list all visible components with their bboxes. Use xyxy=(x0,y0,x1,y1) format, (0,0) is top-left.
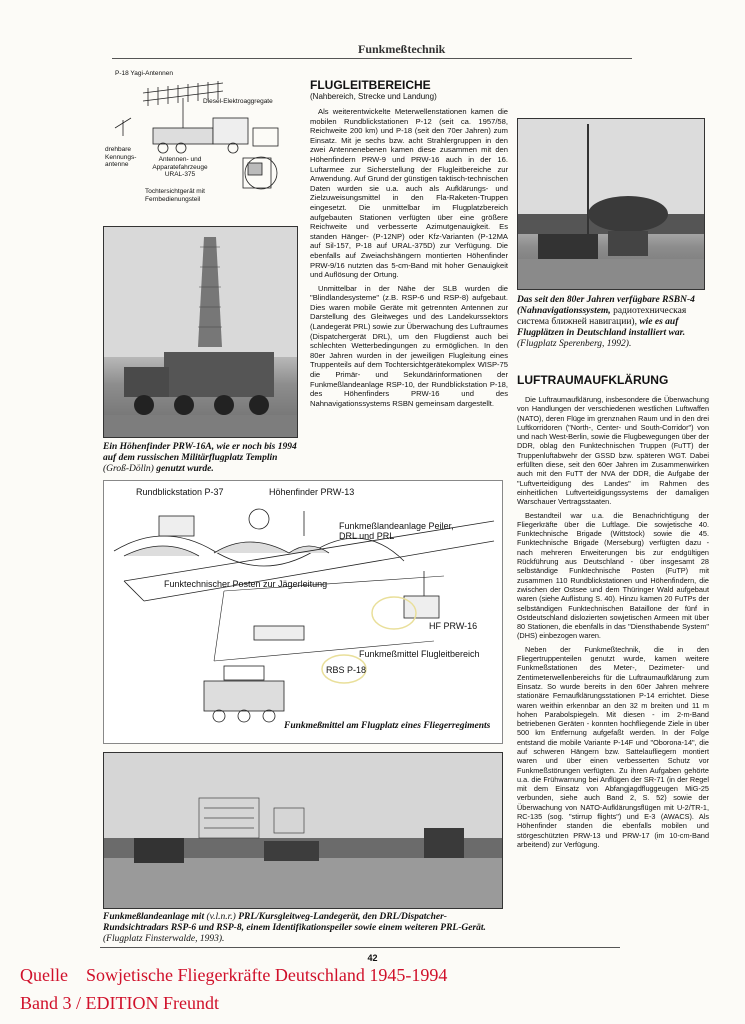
section2-paragraph-3: Neben der Funkmeßtechnik, die in den Fliegertruppenteilen genutzt wurde, kamen weitere Funkmeßstationen des Meter-, Dezimeter- und Zentimeterwellenbereichs für die Luftraumaufklärung zum Einsatz. So wurde bereits in den 60er Jahren mehrere stationäre Fernaufklärungsstationen P-14 errichtet. Diese waren weithin erkennbar an den 32 m breiten und 11 m hohen Parabolspiegeln. Mit diesen - im 2-m-Band betriebenen Geräten - konnten hochfliegende Ziele in über 500 km Entfernung aufgefaßt werden. In der Folge entstand die mobile Variante P-14F und "Oborona-14", die auf schweren Hängern bzw. Sattelaufliegern montiert waren und über einen verbesserten Schutz vor Funkmeßstörungen verfügten. Zu ihren Aufgaben gehörte u.a. die Frühwarnung bei Anflügen der SR-71 (in der Regel mit dem Einsatz von Abfangjagdfluggeugen MiG-25 verbunden, siehe auch Band 2, S. 52) sowie der Überwachung von NATO-Aufklärungsflügen mit U-2/TR-1, RC-135 (sog. "stirrup flights") und E-3 (AWACS). Als Höhenfinder standen die ebenfalls mobilen und störgeschützten PRW-13 und PRW-17 (im 10-cm-Band arbeitend) zur Verfügung. xyxy=(517,644,709,849)
photo-rsbn4 xyxy=(517,118,705,290)
photo-prw16a xyxy=(103,226,298,438)
label-vehicles: Antennen- und Apparatefahrzeuge URAL-375 xyxy=(152,156,208,178)
label-p37: Rundblickstation P-37 xyxy=(136,487,224,497)
caption-landing-source: (Flugplatz Finsterwalde, 1993). xyxy=(103,934,225,944)
caption-landing-main: Funkmeßlandeanlage mit xyxy=(103,912,205,922)
label-diesel: Diesel-Elektroaggregate xyxy=(203,98,273,105)
section1-paragraph-1: Als weiterentwickelte Meterwellenstationen kamen die mobilen Rundblickstationen P-12 (seit ca. 1957/58, Reichweite 200 km) und P-18 (seit den 70er Jahren) zum Einsatz. Mit je sechs bzw. acht Strahlergruppen in den zwei Antennenebenen kamen diese zusammen mit den Höhenfindern PRW-9 und PRW-16 auch in der 16. Luftarmee zur Sicherstellung der Flugleitbereiche zur Anwendung. Auf Grund der günstigen taktisch-technischen Daten wurden sie u.a. auch als Aufklärungs- und Zielzuweisungsmittel in den Fla-Raketen-Truppen eingesetzt. Die unmittelbar im Flugplatzbereich aufgebauten Stationen verfügten über eine größere Reichweite und verbesserte Azimutgenauigkeit. Es standen Hänger- (P-12NP) oder Kfz-Varianten (P-12MA auf Sil-157, P-18 auf URAL-375D) zur Verfügung. Die ebenfalls auf Zweiachshängern montierten Höhenfinder PRW-9/16 nutzten das 5-cm-Band mit hoher Genauigkeit und Auflösung der Ortung. xyxy=(310,107,508,280)
section1-paragraph-2: Unmittelbar in der Nähe der SLB wurden die "Blindlandesysteme" (z.B. RSP-6 und RSP-8) aufgebaut. Dies waren mobile Geräte mit getrennten Antennen zur Darstellung des Gleitweges und des Landekurssektors (Landegerät PRL) sowie zur Überwachung des Luftraumes (Dispatchergerät DRL), um den Flugdienst auch bei schlechten Wetterbedingungen zu ermöglichen. In den 80er Jahren wurden in der jeweiligen Flugleitung eines Truppenteils auf dem Tochtersichtgerätekomplex WISP-75 die Primär- und Sekundärinformationen der Funkmeßlandeanlage RSP-10, der Rundblickstation P-18, des Höhenfinders PRW-16 und des Nahnavigationssystems RSBN gemeinsam dargestellt. xyxy=(310,283,508,408)
footer-rule xyxy=(100,947,620,948)
label-prw13: Höhenfinder PRW-13 xyxy=(269,487,355,497)
page-number: 42 xyxy=(367,953,378,963)
section2-body xyxy=(517,395,709,849)
section-title-flugleitbereiche: FLUGLEITBEREICHE xyxy=(310,78,431,92)
source-band: Band 3 / EDITION Freundt xyxy=(20,993,219,1013)
source-label: Quelle xyxy=(20,965,68,985)
prw16a-photo-drawing xyxy=(104,227,297,437)
section1-body xyxy=(310,107,508,408)
label-prw16: HF PRW-16 xyxy=(429,621,478,631)
photo-landing-system xyxy=(103,752,503,909)
landing-photo-drawing xyxy=(104,753,502,908)
caption-prw16a xyxy=(103,442,298,475)
label-technical-post: Funktechnischer Posten zur Jägerleitung xyxy=(164,579,328,589)
caption-landing-order: (v.l.n.r.) xyxy=(206,912,236,922)
figure-airfield-radar-diagram xyxy=(103,480,503,744)
label-landing-system: Funkmeßlandeanlage Peiler, DRL und PRL xyxy=(339,521,454,541)
caption-landing-system xyxy=(103,912,503,945)
section-luftraumaufklaerung xyxy=(517,373,709,853)
label-flight-area: Funkmeßmittel Flugleitbereich xyxy=(359,649,480,659)
label-rotating-antenna: drehbare Kennungs-antenne xyxy=(105,146,137,168)
header-rule xyxy=(112,58,632,59)
caption-prw16a-main: Ein Höhenfinder PRW-16A, wie er noch bis 1994 auf dem russischen Militärflugplatz Templin xyxy=(103,442,297,463)
caption-rsbn4-tail: wie es auf Flugplätzen in Deutschland installiert war. xyxy=(517,317,686,338)
label-yagi: P-18 Yagi-Antennen xyxy=(115,70,173,77)
source-title: Sowjetische Fliegerkräfte Deutschland 1945-1994 xyxy=(85,965,448,985)
section-title-luftraum: LUFTRAUMAUFKLÄRUNG xyxy=(517,373,669,387)
running-title: Funkmeßtechnik xyxy=(358,42,446,56)
label-rbs-p18: RBS P-18 xyxy=(326,665,367,675)
caption-rsbn4-source: (Flugplatz Sperenberg, 1992). xyxy=(517,339,632,349)
rsbn4-photo-drawing xyxy=(518,119,704,289)
figure-p18-schematic xyxy=(103,68,293,218)
caption-rsbn4-main: Das seit den 80er Jahren verfügbare RSBN-4 (Nahnavigationssystem, xyxy=(517,295,695,316)
caption-airfield: Funkmeßmittel am Flugplatz eines Fliegerregiments xyxy=(284,721,491,731)
caption-landing-detail: PRL/Kursgleitweg-Landegerät, den DRL/Dispatcher-Rundsichtradars RSP-6 und RSP-8, einem Identifikationspeiler sowie einem weiteren PRL-Gerät. xyxy=(103,912,486,933)
section2-paragraph-1: Die Luftraumaufklärung, insbesondere die Überwachung von Handlungen der verschiedenen westlichen Luftwaffen (NATO), deren Flüge im grenznahen Raum und in den drei Luftkorridoren ("North-, Center- und South-Corridor") von und nach West-Berlin, sowie die Flugbewegungen über der DDR, oblag den Funktechnischen Truppen (FuTT) der Truppenluftabwehr der GSSD bzw. späteren WGT. Dabei erfüllten diese, seit den 60er Jahren im Zusammenwirken auch mit den FuTT der NVA der DDR, die Aufgabe der "Luftverteidigung des Landes" im Rahmen des einheitlichen Luftverteidigungssystems der damaligen Warschauer Vertragsstaaten. xyxy=(517,395,709,507)
label-daughter-display: Tochtersichtgerät mit Fernbedienungsteil xyxy=(145,188,205,203)
caption-rsbn4-russian: радиотехническая система ближней навигации), xyxy=(517,306,687,327)
section-subtitle: (Nahbereich, Strecke und Landung) xyxy=(310,92,437,101)
section2-paragraph-2: Bestandteil war u.a. die Benachrichtigung der Fliegerkräfte über die Luftlage. Die sowjetische 40. Funktechnische Brigade (Wittstock) sowie die 45. Funktechnische Brigade (Merseburg) verfügten dazu - nach mehreren Erweiterungen bis zur endgültigen Rückführung aus Deutschland - über insgesamt 28 selbständige Funktechnische Posten (FuTP) mit zusammen 110 Rundblickstationen und Höhenfindern, die zwischen der Ostsee und dem Thüringer Wald aufgebaut waren (siehe Auflistung S. 40). Hinzu kamen 20 FuTPs der selbständigen Funktechnischen Bataillone der fünf in Ostdeutschland dislozierten sowjetischen Armeen mit über 80 Stationen, die ebenfalls in das "Diensthabende System" (DHS) einbezogen waren. xyxy=(517,510,709,641)
section-flugleitbereiche xyxy=(310,78,508,412)
caption-prw16a-tail: genutzt wurde. xyxy=(156,464,214,474)
caption-rsbn4 xyxy=(517,295,707,350)
caption-prw16a-place: (Groß-Dölln) xyxy=(103,464,154,474)
source-line xyxy=(20,965,447,986)
